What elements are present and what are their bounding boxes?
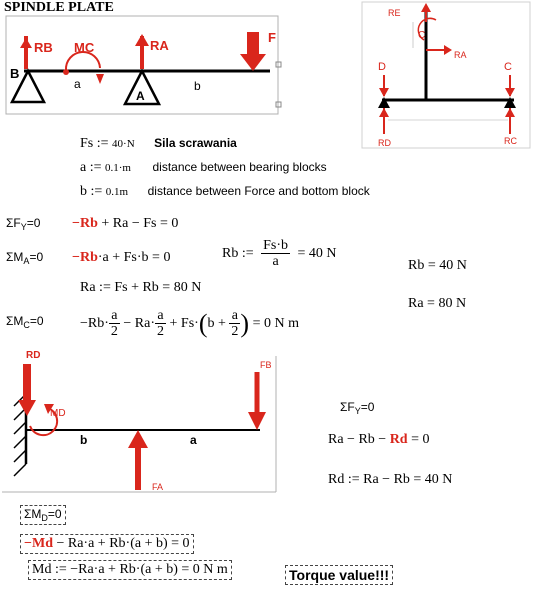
label-md3: MD	[50, 408, 66, 419]
label-fa3: FA	[152, 482, 164, 492]
label-d-top: D	[378, 61, 386, 73]
label-re: RE	[388, 8, 401, 18]
eq4-body: −Rb· $\frac{a}{2}$ − Ra· $\frac{a}{2}$ + Fs·(b + $\frac{a}{2}$ ) = 0 N m	[80, 308, 299, 340]
eq8: −Md − Ra·a + Rb·(a + b) = 0	[20, 534, 194, 554]
definition-b: b := 0.1m distance between Force and bottom block	[80, 184, 370, 199]
label-c-top: C	[504, 61, 512, 73]
definition-fs: Fs := 40·N Sila scrawania	[80, 136, 237, 151]
beam-diagram-1	[0, 14, 290, 118]
eq1-body: −Rb + Ra − Fs = 0	[72, 216, 179, 231]
eq7-label: $\Sigma M_D=0$	[20, 505, 66, 525]
page-title: SPINDLE PLATE	[4, 0, 114, 15]
torque-note: Torque value!!!	[285, 565, 393, 585]
label-rd2: RD	[378, 138, 391, 148]
beam-diagram-3	[0, 346, 280, 496]
label-ra2: RA	[454, 50, 467, 60]
eq1-label: $\Sigma F_Y=0$	[6, 216, 41, 232]
eq2-body: −Rb·a + Fs·b = 0	[72, 250, 171, 265]
eq2-label: $\Sigma M_A=0$	[6, 250, 44, 266]
label-f: F	[268, 30, 276, 45]
label-b-dist: b	[194, 79, 201, 93]
label-c-mid: C	[418, 30, 426, 41]
eq5-body: Ra − Rb − Rd = 0	[328, 432, 430, 447]
label-mc: MC	[74, 40, 95, 55]
eq2-rb-solution: Rb := $\frac{Fs\cdot b}{a}$ = 40 N	[222, 238, 337, 270]
eq3: Ra := Fs + Rb = 80 N	[80, 280, 202, 295]
eq6: Rd := Ra − Rb = 40 N	[328, 472, 453, 487]
label-a3: a	[190, 433, 197, 447]
label-fb3: FB	[260, 360, 272, 370]
label-b3: b	[80, 433, 88, 447]
label-a-point: A	[136, 89, 145, 103]
label-ra: RA	[150, 38, 169, 53]
label-a-dist: a	[74, 77, 81, 91]
result-ra: Ra = 80 N	[408, 296, 467, 311]
result-rb: Rb = 40 N	[408, 258, 467, 273]
definition-a: a := 0.1·m distance between bearing blocks	[80, 160, 327, 175]
label-rc2: RC	[504, 136, 517, 146]
frame-diagram-2	[358, 0, 534, 152]
label-rd3: RD	[26, 350, 41, 361]
eq4-label: $\Sigma M_C=0$	[6, 314, 44, 330]
eq9: Md := −Ra·a + Rb·(a + b) = 0 N m	[28, 560, 232, 580]
label-b-point: B	[10, 66, 20, 81]
label-rb: RB	[34, 40, 53, 55]
eq5-label: $\Sigma F_Y=0$	[340, 400, 375, 416]
